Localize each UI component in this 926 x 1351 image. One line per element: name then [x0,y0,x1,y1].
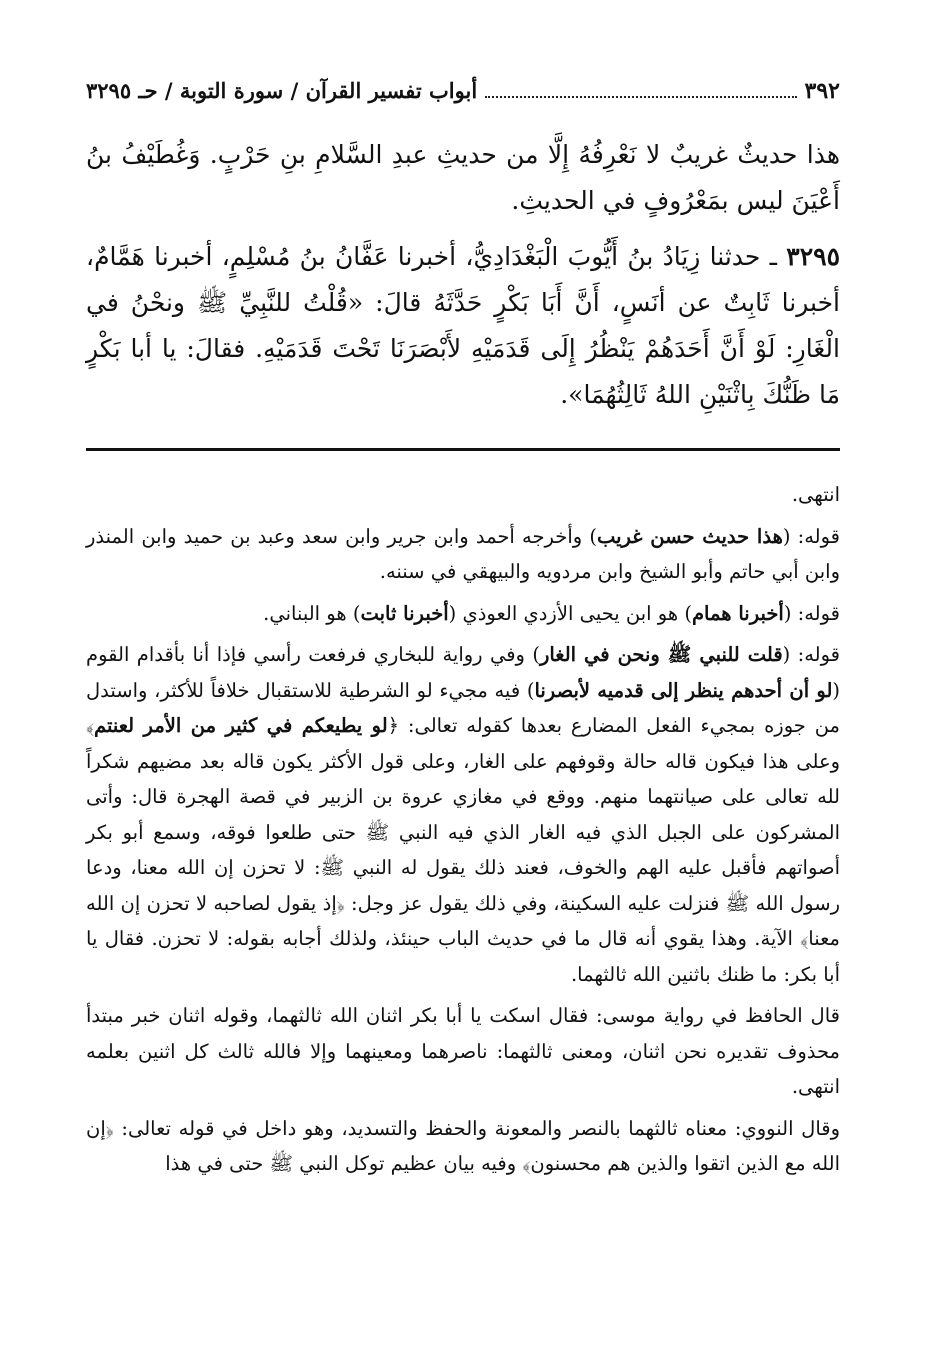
note-text: ) فيه مجيء لو الشرطية للاستقبال خلافاً للأكثر، واستدل من جوزه بمجيء الفعل المضارع بعدها كقوله تعالى: ﴿ [86,678,840,737]
note-text: ﴾ وعلى هذا فيكون قاله حالة وقوفهم على الغار، وعلى قول الأكثر يكون قاله بعد مضيهم شكراً لله تعالى على صيانتهما منهم. ووقع في مغازي عروة بن الزبير في قصة الهجرة قال: وأتى المشركون على الجبل الذي فيه الغار الذي فيه النبي ﷺ حتى طلعوا فوقه، وسمع أبو بكر أصواتهم فأقبل عليه الهم والخوف، فعند ذلك يقول له النبي ﷺ: لا تحزن إن الله معنا، ودعا رسول الله ﷺ فنزلت عليه السكينة، وفي ذلك يقول عز وجل: ﴿إذ يقول لصاحبه لا تحزن إن الله معنا﴾ الآية. وهذا يقوي أنه قال ما في حديث الباب حينئذ، ولذلك أجابه بقوله: لا تحزن. فقال يا أبا بكر: ما ظنك باثنين الله ثالثهما. [86,714,840,986]
note-quote: هذا حديث حسن غريب [596,524,783,548]
hadith-paragraph [86,234,840,418]
note-quote: قلت للنبي ﷺ ونحن في الغار [539,643,783,666]
note-text: ) هو ابن يحيى الأزدي العوذي ( [448,601,692,625]
running-header [86,78,840,118]
footnote-divider [86,448,840,451]
note-text: قوله: ( [782,643,841,666]
note-text: قوله: ( [783,601,840,625]
note-quran-quote: لو يطيعكم في كثير من الأمر لعنتم [94,714,388,737]
note-text: ) وفي رواية للبخاري فرفعت رأسي فإذا أنا بأقدام القوم ( [86,643,841,702]
hadith-body: ـ حدثنا زِيَادُ بنُ أَيُّوبَ الْبَغْدَادِيُّ، أخبرنا عَفَّانُ بنُ مُسْلِمٍ، أخبرنا هَمَّامٌ، أخبرنا ثَابِتٌ عن أنَسٍ، أَنَّ أَبَا بَكْرٍ حَدَّثَهُ قالَ: «قُلْتُ للنَّبِيِّ ﷺ ونحْنُ في الْغَارِ: لَوْ أَنَّ أَحَدَهُمْ يَنْظُرُ إِلَى قَدَمَيْهِ لأَبْصَرَنَا تَحْتَ قَدَمَيْهِ. فقالَ: يا أبا بَكْرٍ مَا ظَنُّكَ بِاثْنَيْنِ اللهُ ثَالِثُهُمَا». [86,242,840,409]
hadith-number: ٣٢٩٥ [786,242,840,271]
note-text: ) هو البناني. [263,601,361,625]
note-paragraph [86,519,840,590]
hadith-text [86,132,840,418]
header-dot-leader [485,82,796,98]
page-number: ٣٩٢ [804,78,840,104]
note-quote: أخبرنا همام [691,601,784,625]
hadith-commentary-paragraph: هذا حديثٌ غريبٌ لا نَعْرِفُهُ إِلَّا من حديثِ عبدِ السَّلامِ بنِ حَرْبٍ. وَغُطَيْفُ بنُ أَعْيَنَ ليس بمَعْرُوفٍ في الحديثِ. [86,140,840,215]
commentary-notes [86,477,840,1182]
note-paragraph: انتهى. [791,483,840,506]
note-quote: أخبرنا ثابت [360,601,449,625]
note-paragraph [86,637,840,992]
note-quote: لو أن أحدهم ينظر إلى قدميه لأبصرنا [534,678,833,702]
running-title: أبواب تفسير القرآن / سورة التوبة / حـ ٣٢٩٥ [86,78,478,103]
note-text: قوله: ( [782,524,840,548]
note-paragraph [86,596,840,632]
note-text: ) وأخرجه أحمد وابن جرير وابن سعد وعبد بن حميد وابن المنذر وابن أبي حاتم وأبو الشيخ وابن مردويه والبيهقي في سننه. [86,524,840,583]
note-paragraph: وقال النووي: معناه ثالثهما بالنصر والمعونة والحفظ والتسديد، وهو داخل في قوله تعالى: ﴿إن الله مع الذين اتقوا والذين هم محسنون﴾ وفيه بيان عظيم توكل النبي ﷺ حتى في هذا [86,1116,840,1175]
note-paragraph: قال الحافظ في رواية موسى: فقال اسكت يا أبا بكر اثنان الله ثالثهما، وقوله اثنان خبر مبتدأ محذوف تقديره نحن اثنان، ومعنى ثالثهما: ناصرهما ومعينهما وإلا فالله ثالث كل اثنين بعلمه انتهى. [86,1004,840,1098]
